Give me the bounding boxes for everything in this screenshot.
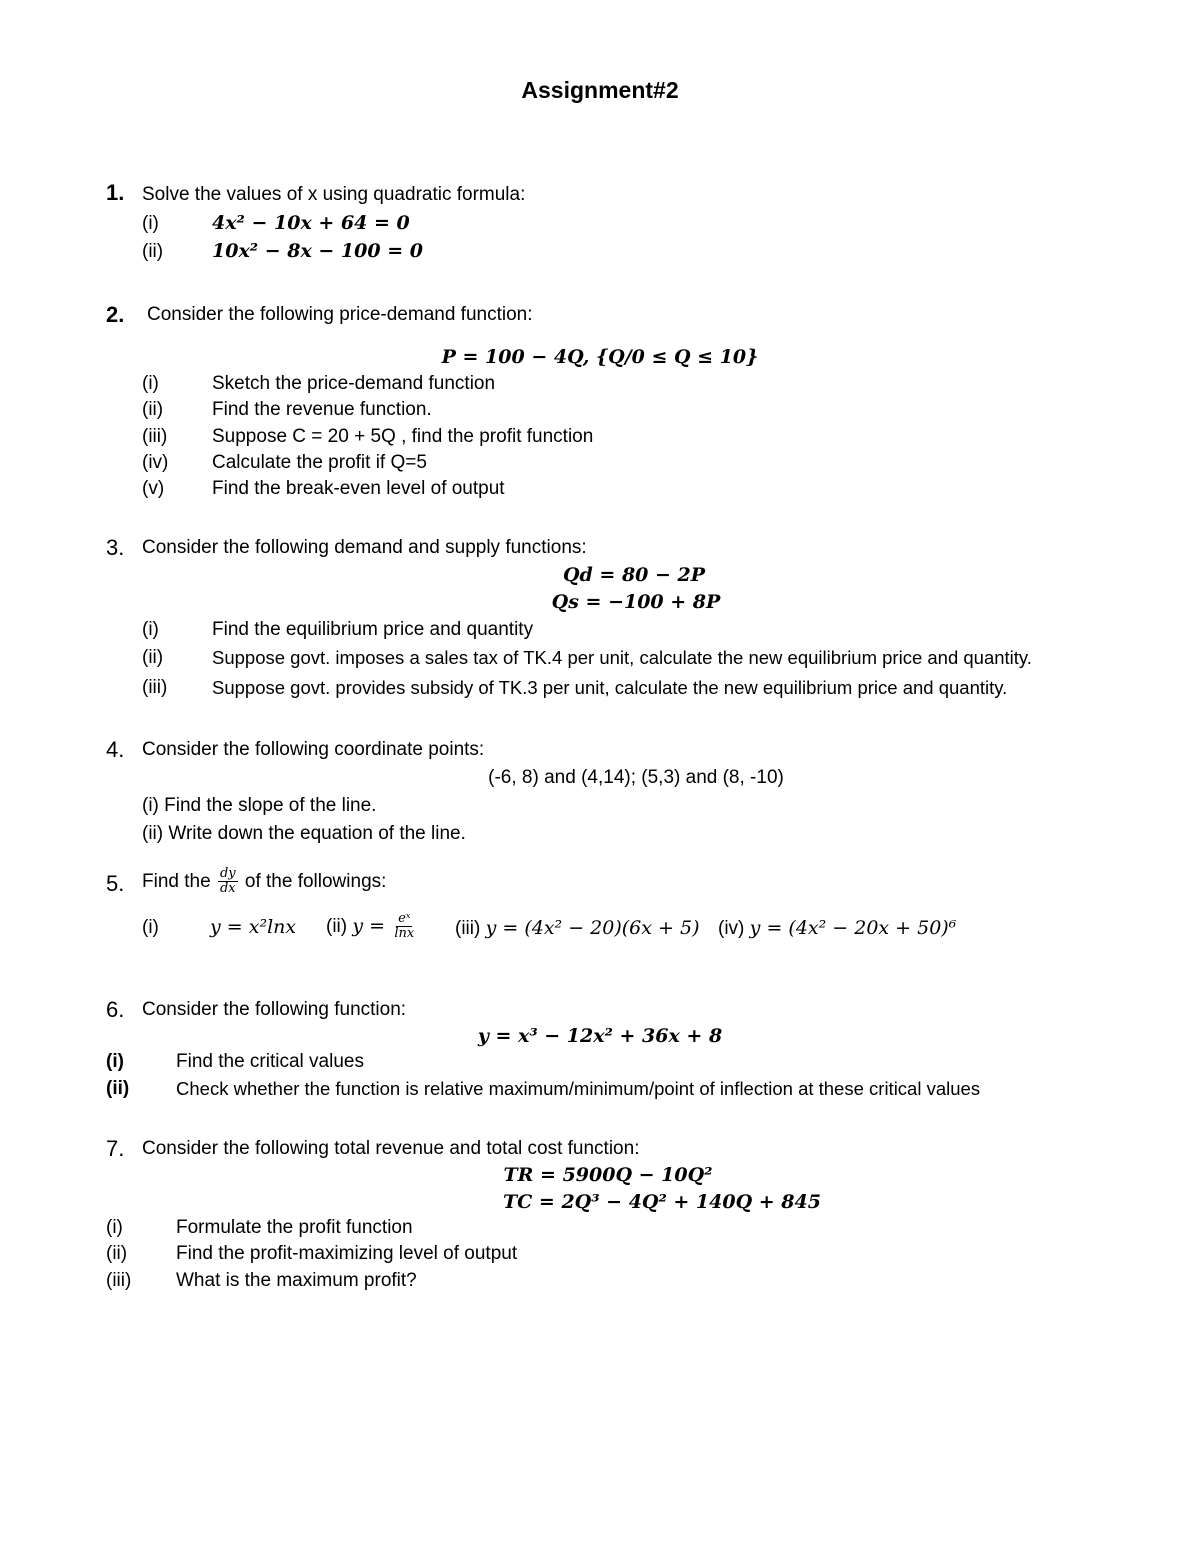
q2-text: Consider the following price-demand function: xyxy=(147,304,533,325)
q5-item-expression: y = x²lnx xyxy=(210,916,297,938)
fraction-denominator: dx xyxy=(219,881,236,897)
q3-demand-equation: Qd = 80 − 2P xyxy=(562,564,706,586)
q1-item-equation: 4x² − 10x + 64 = 0 xyxy=(212,212,410,234)
q6-item-text: Find the critical values xyxy=(176,1051,364,1072)
q1-item-label: (i) xyxy=(142,213,159,234)
q5-number: 5. xyxy=(106,871,125,896)
q2-item-text: Find the revenue function. xyxy=(212,399,432,420)
q5-text xyxy=(142,866,386,898)
q3-supply-equation: Qs = −100 + 8P xyxy=(551,591,721,613)
q2-item-label: (ii) xyxy=(142,399,164,420)
q5-item-label: (iii) xyxy=(455,918,481,939)
q3-item-label: (ii) xyxy=(142,647,164,668)
q2-item-text: Suppose C = 20 + 5Q , find the profit function xyxy=(212,426,594,447)
q7-item-label: (ii) xyxy=(106,1243,128,1264)
fraction-numerator: eˣ xyxy=(398,911,411,927)
q5-item-iv xyxy=(718,917,956,940)
q5-item-label: (iv) xyxy=(718,918,745,939)
q2-item-text: Find the break-even level of output xyxy=(212,478,505,499)
q4-text: Consider the following coordinate points: xyxy=(142,739,485,760)
q6-text: Consider the following function: xyxy=(142,999,407,1020)
q2-item-label: (i) xyxy=(142,373,159,394)
q2-item-label: (iii) xyxy=(142,426,168,447)
q5-item-label: (ii) xyxy=(326,916,348,937)
fraction-denominator: lnx xyxy=(394,926,415,942)
q5-item-iii xyxy=(455,917,699,940)
q3-text: Consider the following demand and supply functions: xyxy=(142,537,587,558)
q7-tr-equation: TR = 5900Q − 10Q² xyxy=(503,1164,713,1186)
q7-text: Consider the following total revenue and total cost function: xyxy=(142,1138,640,1159)
q3-number: 3. xyxy=(106,535,125,560)
q5-text-before: Find the xyxy=(142,871,211,892)
q2-item-label: (v) xyxy=(142,478,165,499)
q5-item-expression: y = (4x² − 20x + 50)⁶ xyxy=(749,917,957,939)
q6-item-label: (i) xyxy=(106,1051,124,1072)
fraction-numerator: dy xyxy=(219,866,236,882)
q5-item-expression: y = (4x² − 20)(6x + 5) xyxy=(485,917,700,939)
q5-item-ii xyxy=(326,906,418,947)
q7-item-text: Find the profit-maximizing level of output xyxy=(176,1243,518,1264)
q3-item-text: Suppose govt. provides subsidy of TK.3 per unit, calculate the new equilibrium price and quantity. xyxy=(212,677,1008,698)
page-title: Assignment#2 xyxy=(521,77,679,103)
q1-number: 1. xyxy=(106,180,125,205)
q7-item-label: (iii) xyxy=(106,1270,132,1291)
q5-text-after: of the followings: xyxy=(244,871,387,892)
q6-equation: y = x³ − 12x² + 36x + 8 xyxy=(477,1025,723,1047)
q5-item-label: (i) xyxy=(142,917,159,938)
q6-item-text: Check whether the function is relative maximum/minimum/point of inflection at these critical values xyxy=(176,1078,981,1099)
q7-item-text: Formulate the profit function xyxy=(176,1217,413,1238)
q2-item-text: Sketch the price-demand function xyxy=(212,373,496,394)
q3-item-text: Find the equilibrium price and quantity xyxy=(212,619,534,640)
q1-text: Solve the values of x using quadratic formula: xyxy=(142,184,526,205)
q3-item-label: (iii) xyxy=(142,677,168,698)
q2-item-label: (iv) xyxy=(142,452,169,473)
q6-number: 6. xyxy=(106,997,125,1022)
q7-item-text: What is the maximum profit? xyxy=(176,1270,417,1291)
q4-item-text: (ii) Write down the equation of the line. xyxy=(142,823,466,844)
q5-item-expression: y = xyxy=(352,915,386,937)
q2-item-text: Calculate the profit if Q=5 xyxy=(212,452,427,473)
q7-tc-equation: TC = 2Q³ − 4Q² + 140Q + 845 xyxy=(503,1191,821,1213)
q1-item-label: (ii) xyxy=(142,241,164,262)
ex-over-lnx-fraction xyxy=(392,912,416,942)
q7-item-label: (i) xyxy=(106,1217,123,1238)
q1-item-equation: 10x² − 8x − 100 = 0 xyxy=(212,240,423,262)
q2-equation: P = 100 − 4Q, {Q/0 ≤ Q ≤ 10} xyxy=(441,346,759,368)
q2-number: 2. xyxy=(106,302,125,327)
q3-item-label: (i) xyxy=(142,619,159,640)
q4-number: 4. xyxy=(106,737,125,762)
q6-item-label: (ii) xyxy=(106,1078,130,1099)
q4-coordinate-points: (-6, 8) and (4,14); (5,3) and (8, -10) xyxy=(488,767,784,788)
q7-number: 7. xyxy=(106,1136,125,1161)
dy-dx-fraction xyxy=(218,867,238,897)
q4-item-text: (i) Find the slope of the line. xyxy=(142,795,377,816)
q3-item-text: Suppose govt. imposes a sales tax of TK.4 per unit, calculate the new equilibrium price and quantity. xyxy=(212,647,1032,668)
